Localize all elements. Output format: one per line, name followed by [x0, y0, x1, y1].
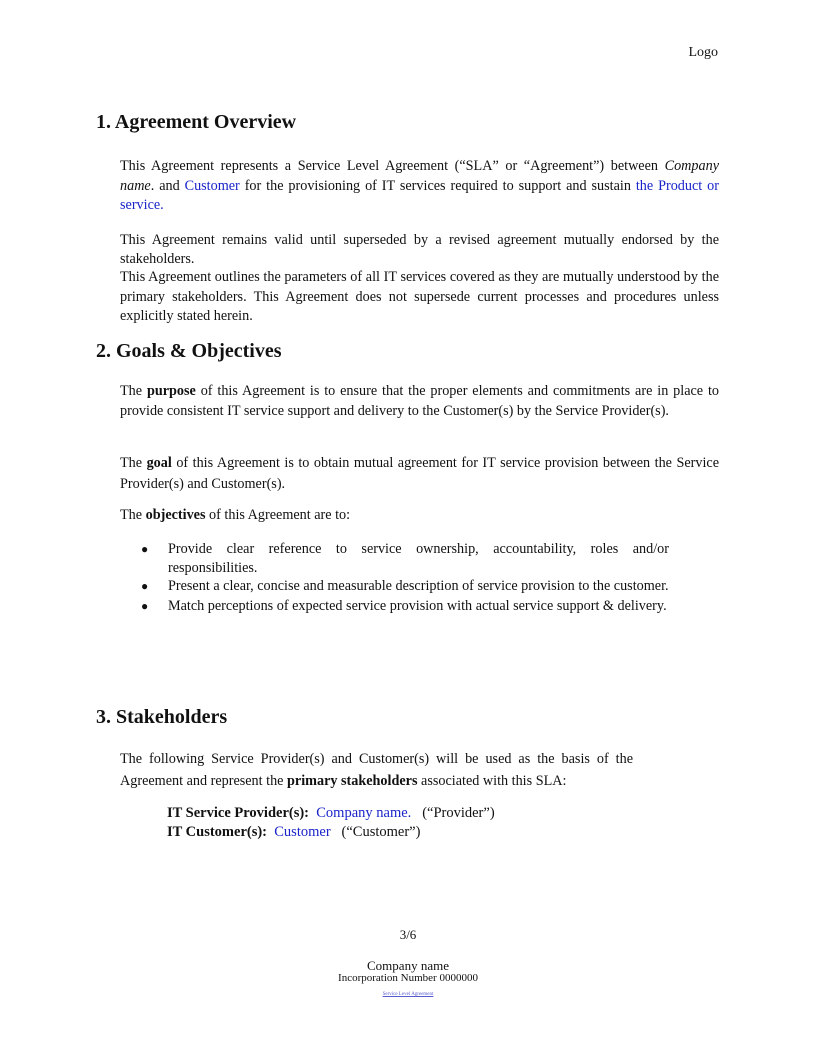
- overview-paragraph-3: This Agreement outlines the parameters of all IT services covered as they are mutually understood by the primary stakeholders. This Agreement does not supersede current processes and procedures unless explicitly stated herein.: [120, 269, 719, 325]
- text-span: The following Service Provider(s) and Customer(s) will be used as the basis of the Agreement and represent the: [120, 751, 633, 789]
- primary-stakeholders-bold: primary stakeholders: [287, 772, 418, 789]
- provider-line: [167, 804, 495, 824]
- company-name-italic: Company name: [120, 158, 719, 194]
- section-1-title: 1. Agreement Overview: [96, 111, 297, 133]
- customer-label: IT Customer(s):: [167, 824, 268, 840]
- text-span: of this Agreement are to:: [205, 507, 351, 523]
- footer-link-row: [0, 984, 816, 999]
- customer-suffix: (“Customer”): [341, 824, 421, 840]
- text-span: The: [120, 455, 147, 471]
- overview-paragraph-1: [120, 157, 719, 216]
- product-field: the Product or service.: [120, 177, 719, 214]
- footer-link[interactable]: Service Level Agreement: [382, 992, 434, 997]
- list-item: [120, 596, 669, 616]
- bullet-icon: ●: [141, 598, 149, 613]
- list-item: [120, 577, 669, 596]
- text-span: for the provisioning of IT services required to support and sustain: [239, 177, 636, 194]
- footer-company: Company name: [367, 958, 449, 973]
- goal-bold: goal: [146, 455, 172, 471]
- bullet-icon: ●: [141, 542, 149, 556]
- section-2-title: 2. Goals & Objectives: [96, 340, 282, 362]
- goal-paragraph: [120, 453, 719, 495]
- customer-field: Customer: [184, 177, 240, 194]
- bullet-icon: ●: [141, 579, 149, 594]
- text-span: associated with this SLA:: [417, 772, 567, 789]
- stakeholders-paragraph: [120, 749, 633, 792]
- page-number: 3/6: [399, 927, 417, 942]
- objectives-bold: objectives: [145, 507, 206, 523]
- overview-paragraph-2: This Agreement remains valid until superseded by a revised agreement mutually endorsed by the stakeholders.: [120, 232, 719, 267]
- section-3-title: 3. Stakeholders: [96, 706, 228, 728]
- list-item: [120, 540, 669, 577]
- text-span: The: [120, 383, 147, 399]
- objectives-intro: [120, 506, 719, 526]
- purpose-bold: purpose: [146, 383, 196, 399]
- text-span: of this Agreement is to ensure that the proper elements and commitments are in place to provide consistent IT service support and delivery to the Customer(s) by the Service Provider(s).: [120, 383, 719, 419]
- list-item-text: Provide clear reference to service ownership, accountability, roles and/or responsibilities.: [168, 541, 669, 576]
- text-span: This Agreement represents a Service Level Agreement (“SLA” or “Agreement”) between: [120, 158, 665, 174]
- customer-value: Customer: [274, 824, 331, 840]
- provider-suffix: (“Provider”): [422, 805, 495, 821]
- text-span: . and: [150, 177, 185, 194]
- purpose-paragraph: [120, 382, 719, 421]
- text-span: of this Agreement is to obtain mutual agreement for IT service provision between the Service Provider(s) and Customer(s).: [120, 455, 720, 492]
- objectives-list: [120, 540, 669, 616]
- logo: Logo: [688, 45, 718, 60]
- footer-incorporation: Incorporation Number 0000000: [338, 972, 478, 984]
- provider-label: IT Service Provider(s):: [167, 805, 310, 821]
- list-item-text: Present a clear, concise and measurable description of service provision to the customer.: [168, 578, 669, 595]
- list-item-text: Match perceptions of expected service provision with actual service support & delivery.: [168, 597, 667, 614]
- customer-line: [167, 823, 420, 843]
- provider-value: Company name.: [316, 805, 412, 821]
- text-span: The: [120, 507, 146, 523]
